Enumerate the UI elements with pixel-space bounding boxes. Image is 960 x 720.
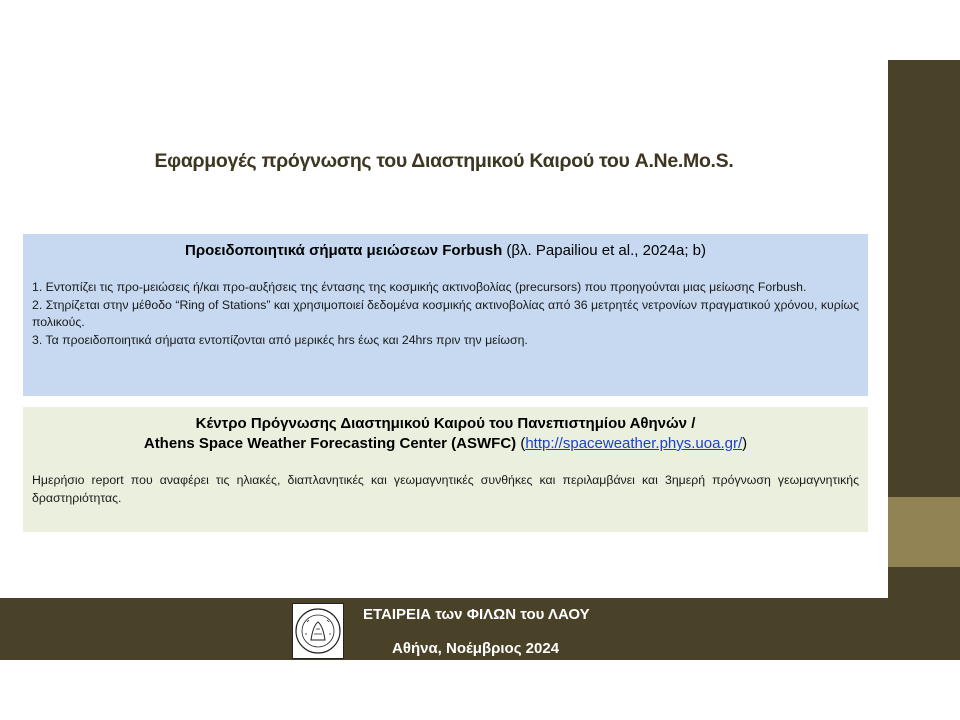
slide-title: Εφαρμογές πρόγνωσης του Διαστημικού Καιρού του A.Ne.Mo.S.: [154, 150, 734, 172]
footer-place-date: Αθήνα, Νοέμβριος 2024: [392, 640, 560, 657]
forbush-heading-reference: (βλ. Papailiou et al., 2024a; b): [502, 242, 706, 259]
aswfc-heading: [32, 414, 859, 454]
forbush-item-3: 3. Τα προειδοποιητικά σήματα εντοπίζονται από μερικές hrs έως και 24hrs πριν την μείωση.: [32, 332, 528, 347]
forbush-item-2: 2. Στηρίζεται στην μέθοδο “Ring of Stations” και χρησιμοποιεί δεδομένα κοσμικής ακτινοβολίας από 36 μετρητές νετρονίων πραγματικού χρόνου, κυρίως πολικούς.: [32, 297, 859, 329]
forbush-items: [32, 279, 859, 349]
society-seal-icon: [292, 603, 344, 659]
aswfc-close-paren: ): [742, 435, 748, 452]
forbush-warning-box: [23, 234, 868, 396]
side-accent-bar-top: [888, 60, 960, 497]
footer-organization: ΕΤΑΙΡΕΙΑ των ΦΙΛΩΝ του ΛΑΟΥ: [363, 606, 590, 623]
aswfc-description: Ημερήσιο report που αναφέρει τις ηλιακές, διαπλανητικές και γεωμαγνητικές συνθήκες και περιλαμβάνει και 3ημερή πρόγνωση γεωμαγνητικής δραστηριότητας.: [32, 473, 859, 505]
aswfc-box: [23, 407, 868, 532]
side-accent-bar-middle: [888, 497, 960, 567]
aswfc-heading-line2: Athens Space Weather Forecasting Center (ASWFC): [143, 435, 517, 452]
forbush-heading: [32, 241, 859, 261]
aswfc-body: [32, 472, 859, 507]
forbush-heading-title: Προειδοποιητικά σήματα μειώσεων Forbush: [184, 242, 503, 259]
forbush-item-1: 1. Εντοπίζει τις προ-μειώσεις ή/και προ-αυξήσεις της έντασης της κοσμικής ακτινοβολίας (precursors) που προηγούνται μιας μείωσης Forbush.: [32, 280, 807, 294]
aswfc-heading-line1: Κέντρο Πρόγνωσης Διαστημικού Καιρού του Πανεπιστημίου Αθηνών /: [195, 415, 696, 432]
aswfc-website-link[interactable]: http://spaceweather.phys.uoa.gr/: [525, 435, 743, 452]
aswfc-open-paren: (: [516, 435, 526, 452]
